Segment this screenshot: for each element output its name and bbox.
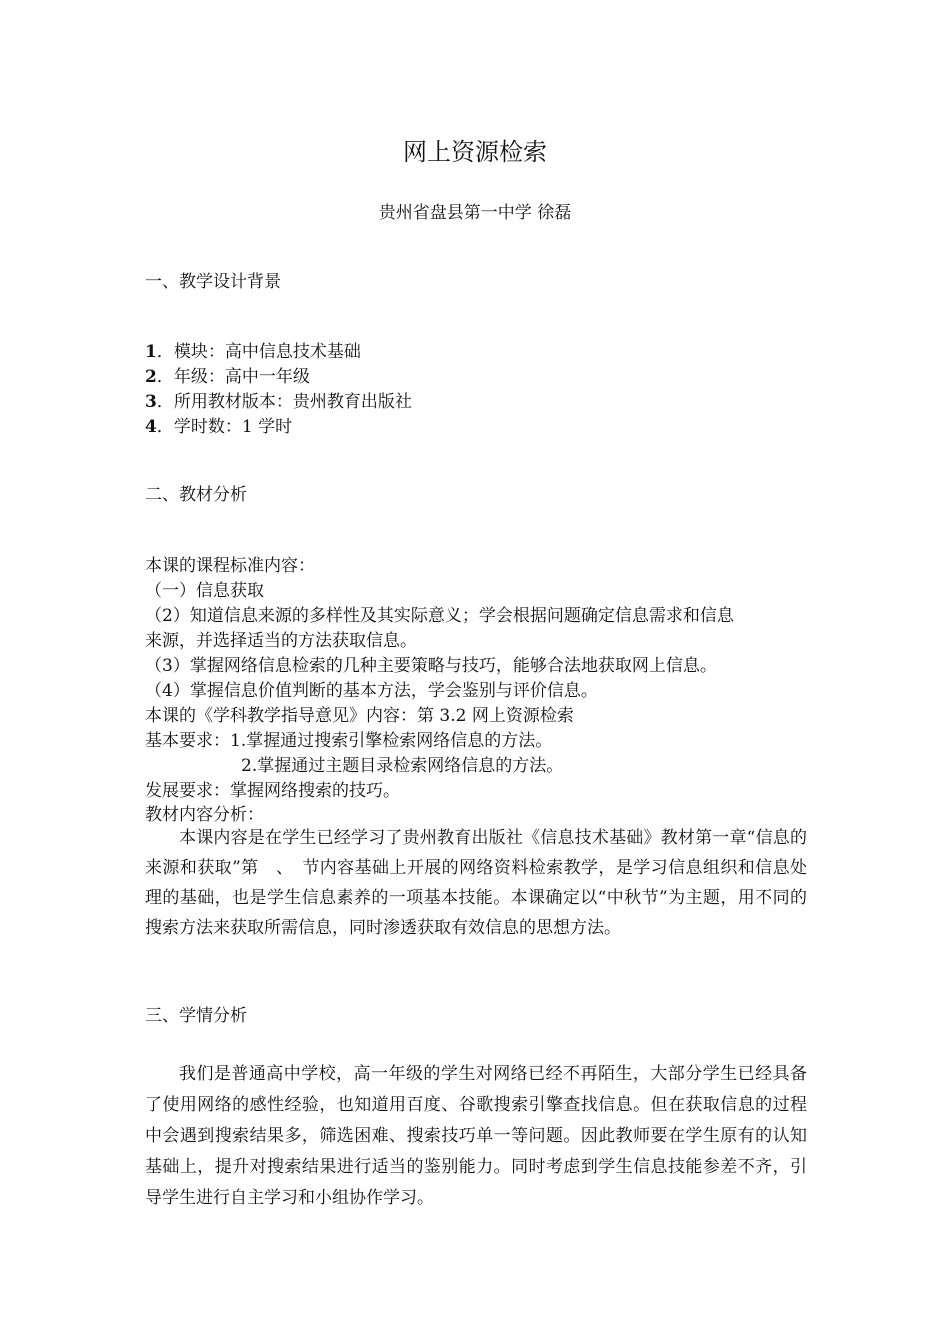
list-item-number: 4 [145,417,157,437]
document-title: 网上资源检索 [403,138,547,166]
list-item-text: ．年级：高中一年级 [156,367,310,387]
section-heading-background: 一、教学设计背景 [145,272,281,292]
text-line: （4）掌握信息价值判断的基本方法，学会鉴别与评价信息。 [145,681,598,701]
list-item-textbook [145,390,412,415]
text-line: 来源，并选择适当的方法获取信息。 [145,631,417,651]
list-item-hours [145,415,292,440]
author-line: 贵州省盘县第一中学 徐磊 [378,203,572,223]
learners-analysis-paragraph: 我们是普通高中学校，高一年级的学生对网络已经不再陌生，大部分学生已经具备了使用网络的感性经验，也知道用百度、谷歌搜索引擎查找信息。但在获取信息的过程中会遇到搜索结果多，筛选困难、搜索技巧单一等问题。因此教师要在学生原有的认知基础上，提升对搜索结果进行适当的鉴别能力。同时考虑到学生信息技能参差不齐，引导学生进行自主学习和小组协作学习。 [145,1064,807,1208]
text-line: 本课的《学科教学指导意见》内容：第 3.2 网上资源检索 [145,706,574,726]
materials-analysis-paragraph: 本课内容是在学生已经学习了贵州教育出版社《信息技术基础》教材第一章“信息的来源和获取”第 、 节内容基础上开展的网络资料检索教学，是学习信息组织和信息处理的基础，也是学生信息素养的一项基本技能。本课确定以“中秋节”为主题，用不同的搜索方法来获取所需信息，同时渗透获取有效信息的思想方法。 [145,828,807,938]
list-item-number: 2 [145,367,157,387]
section-heading-learners: 三、学情分析 [145,1006,247,1026]
list-item-text: ．模块：高中信息技术基础 [156,342,361,362]
text-line: （3）掌握网络信息检索的几种主要策略与技巧，能够合法地获取网上信息。 [145,656,717,676]
text-line: （一）信息获取 [145,581,264,601]
list-item-module [145,340,361,365]
list-item-number: 3 [145,392,157,412]
text-line: 本课的课程标准内容： [145,556,315,576]
text-line: 2.掌握通过主题目录检索网络信息的方法。 [241,756,564,776]
section-heading-materials: 二、教材分析 [145,485,247,505]
list-item-grade [145,365,310,390]
list-item-text: ．学时数：1 学时 [156,417,293,437]
text-line: 发展要求：掌握网络搜索的技巧。 [145,781,400,801]
text-line: 教材内容分析： [145,805,264,825]
text-line: 基本要求：1.掌握通过搜索引擎检索网络信息的方法。 [145,731,553,751]
list-item-text: ．所用教材版本：贵州教育出版社 [156,392,412,412]
text-line: （2）知道信息来源的多样性及其实际意义；学会根据问题确定信息需求和信息 [145,606,734,626]
list-item-number: 1 [145,342,157,362]
